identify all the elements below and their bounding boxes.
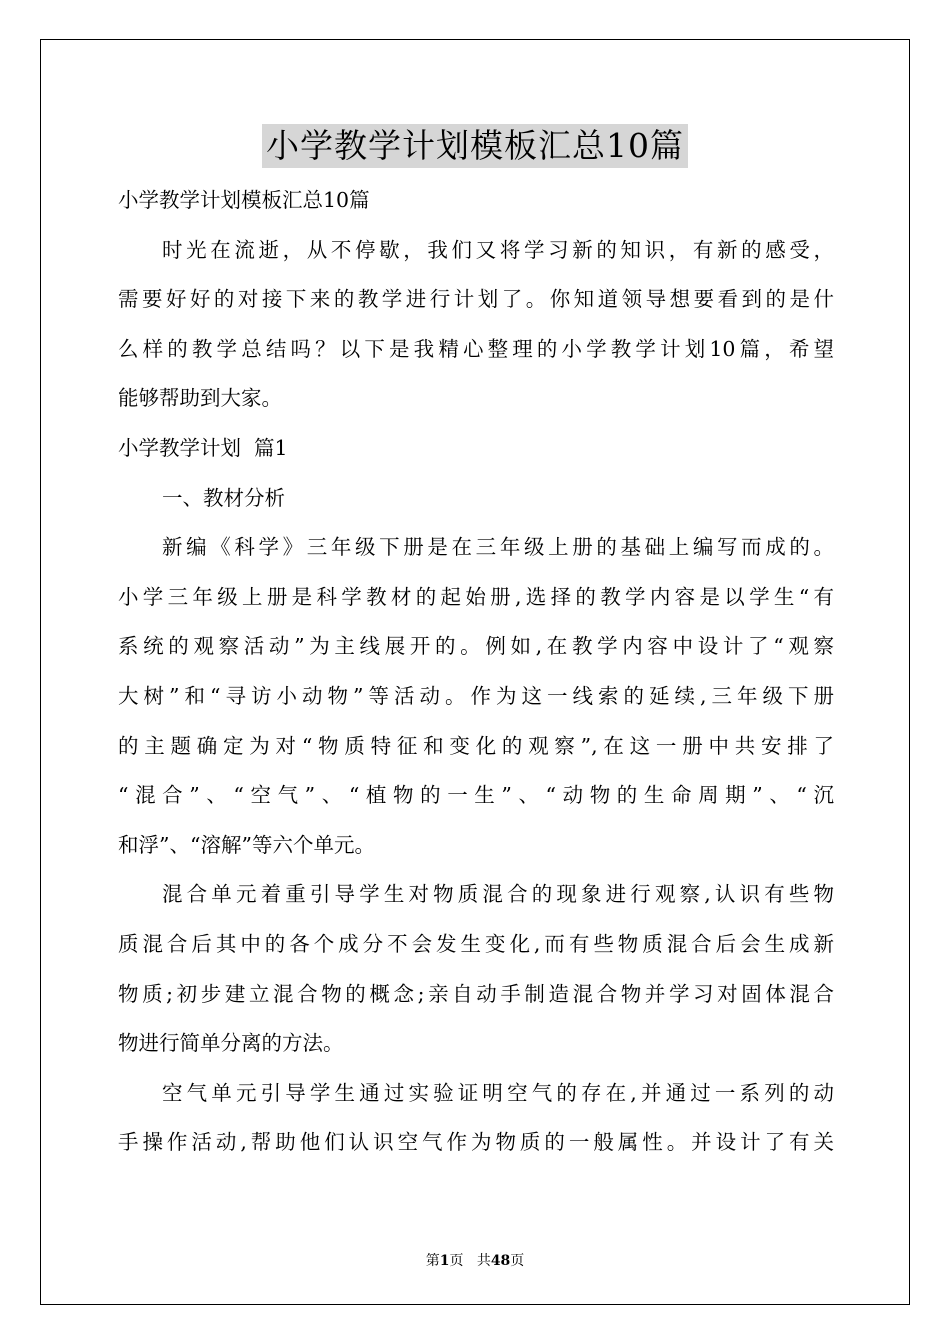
page-suffix: 页 (449, 1253, 464, 1269)
section-heading: 小学教学计划 篇1 (118, 435, 288, 460)
subsection-heading: 一、教材分析 (162, 485, 285, 510)
paragraph-line: 么样的教学总结吗？以下是我精心整理的小学教学计划10篇，希望 (118, 336, 834, 361)
title-wrap (0, 124, 950, 168)
paragraph-line: 手操作活动,帮助他们认识空气作为物质的一般属性。并设计了有关 (118, 1130, 834, 1155)
paragraph-line: 质混合后其中的各个成分不会发生变化,而有些物质混合后会生成新 (118, 931, 834, 956)
paragraph-line: 需要好好的对接下来的教学进行计划了。你知道领导想要看到的是什 (118, 287, 834, 312)
subtitle-line: 小学教学计划模板汇总10篇 (118, 188, 370, 212)
total-prefix: 共 (476, 1253, 491, 1269)
total-suffix: 页 (510, 1253, 525, 1269)
document-body (118, 176, 834, 1168)
page-number: 1 (439, 1253, 450, 1269)
paragraph-line: 能够帮助到大家。 (118, 386, 282, 411)
paragraph-line: 新编《科学》三年级下册是在三年级上册的基础上编写而成的。 (162, 535, 834, 560)
paragraph-line: 的主题确定为对“物质特征和变化的观察”,在这一册中共安排了 (118, 733, 834, 758)
paragraph-line: “混合”、“空气”、“植物的一生”、“动物的生命周期”、“沉 (118, 783, 834, 808)
page-prefix: 第 (425, 1253, 440, 1269)
paragraph-line: 混合单元着重引导学生对物质混合的现象进行观察,认识有些物 (162, 882, 834, 907)
total-pages: 48 (490, 1253, 511, 1269)
page-footer (0, 1250, 950, 1270)
paragraph-line: 大树”和“寻访小动物”等活动。作为这一线索的延续,三年级下册 (118, 683, 834, 708)
paragraph-line: 空气单元引导学生通过实验证明空气的存在,并通过一系列的动 (162, 1080, 834, 1105)
document-title: 小学教学计划模板汇总10篇 (262, 124, 688, 168)
paragraph-line: 物进行简单分离的方法。 (118, 1031, 344, 1056)
paragraph-line: 系统的观察活动”为主线展开的。例如,在教学内容中设计了“观察 (118, 634, 834, 659)
paragraph-line: 时光在流逝，从不停歇，我们又将学习新的知识，有新的感受， (162, 237, 834, 262)
paragraph-line: 和浮”、“溶解”等六个单元。 (118, 832, 375, 857)
paragraph-line: 物质;初步建立混合物的概念;亲自动手制造混合物并学习对固体混合 (118, 981, 834, 1006)
paragraph-line: 小学三年级上册是科学教材的起始册,选择的教学内容是以学生“有 (118, 584, 834, 609)
